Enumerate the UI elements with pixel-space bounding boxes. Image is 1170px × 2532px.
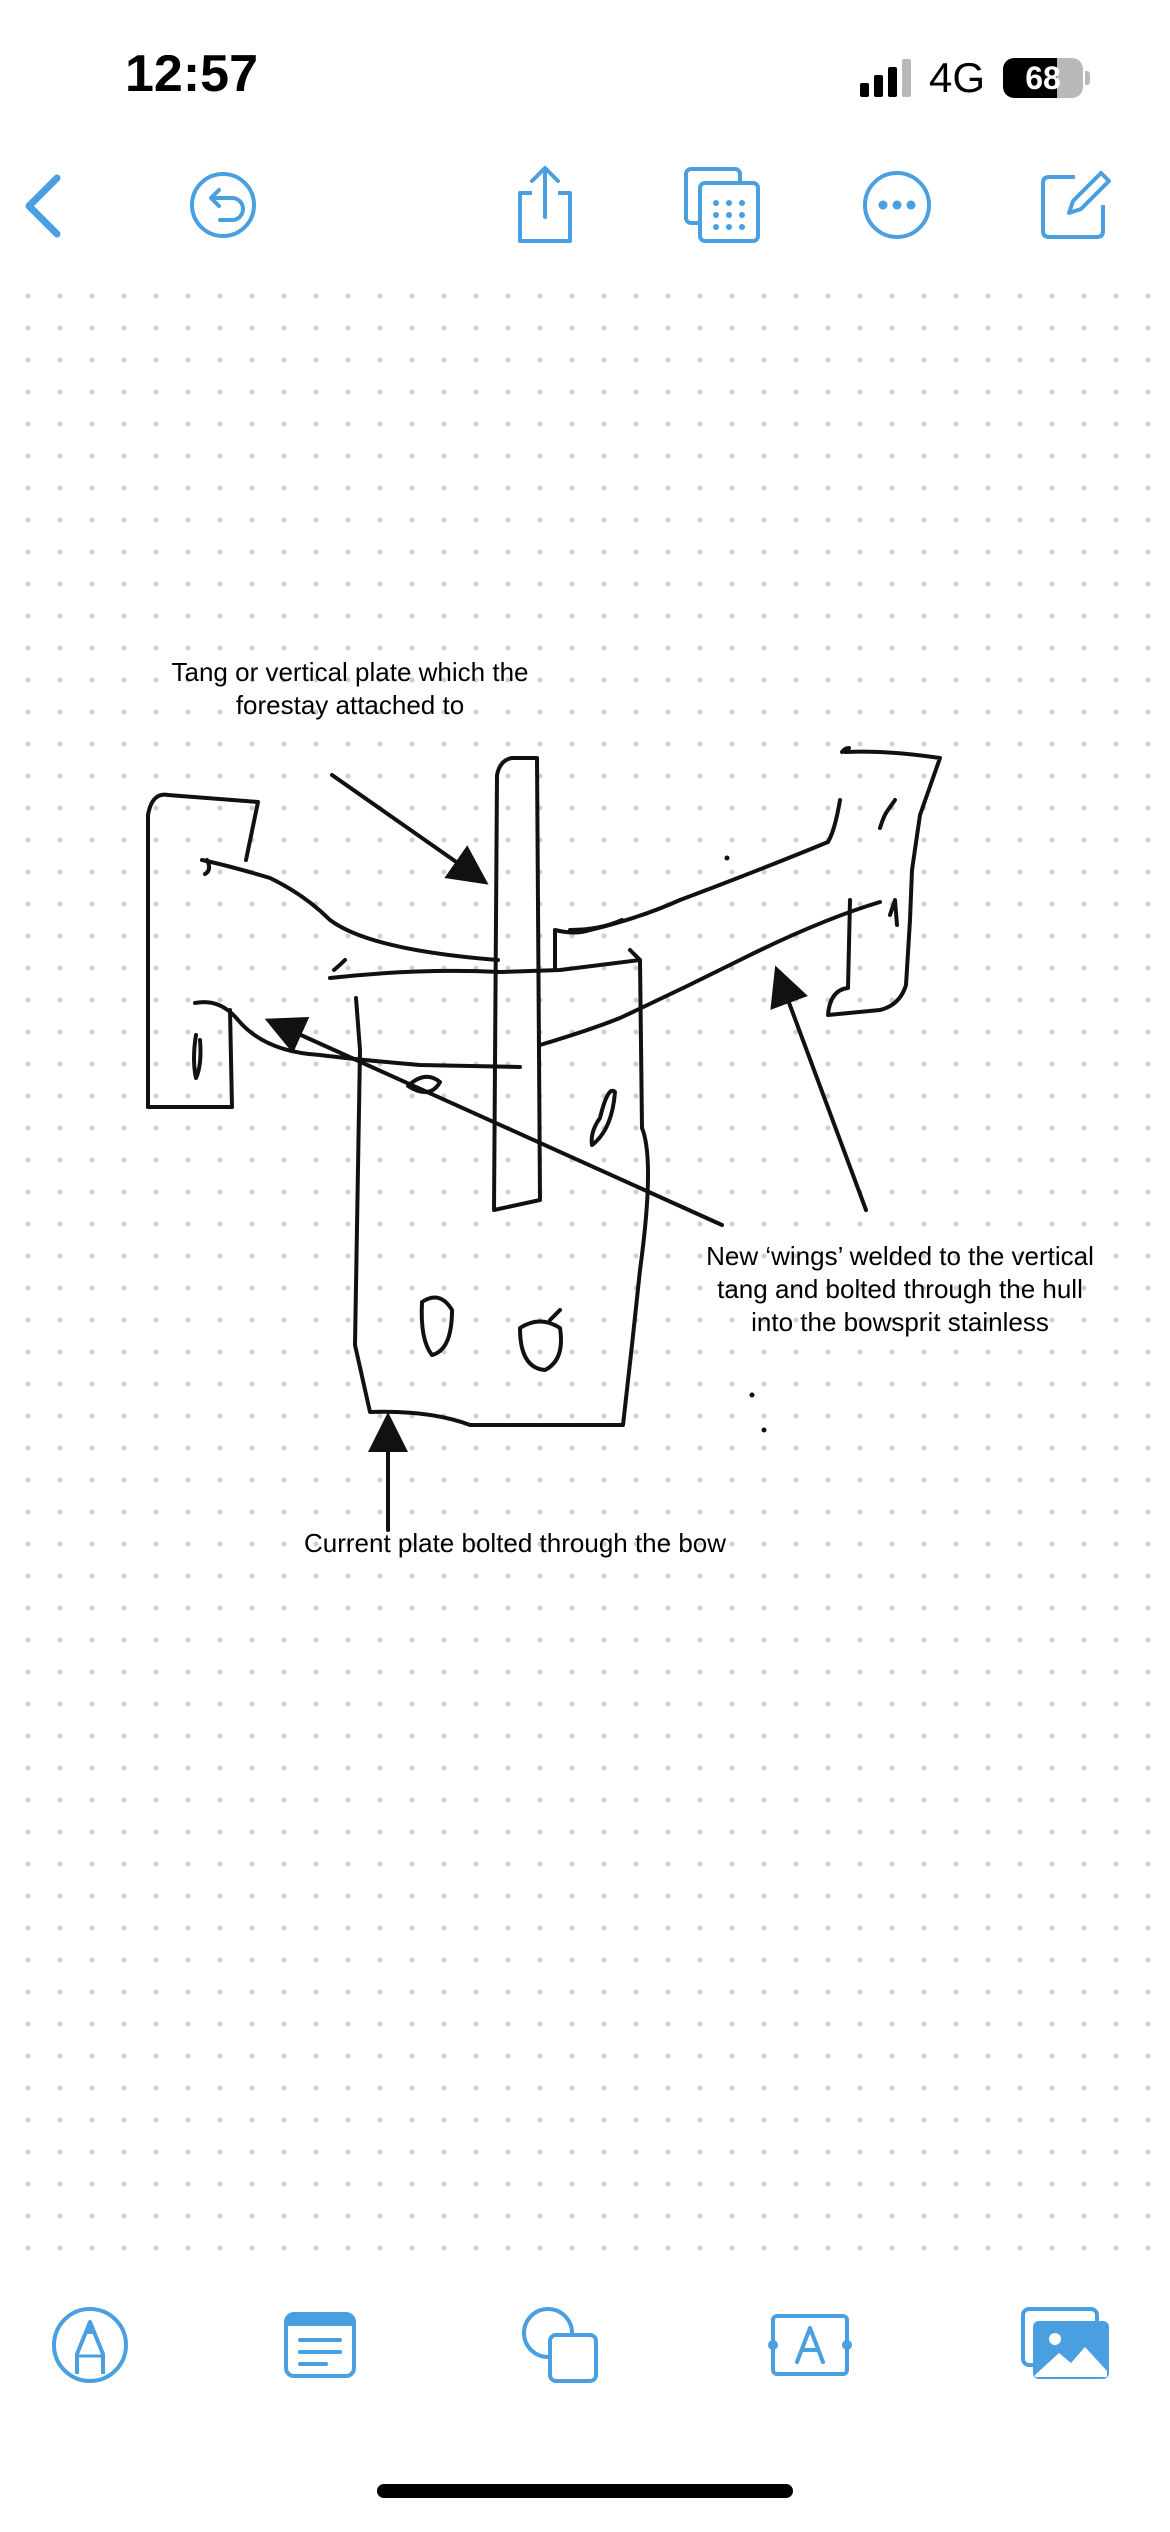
- photo-media-icon: [1017, 2305, 1113, 2385]
- status-time: 12:57: [125, 45, 258, 103]
- tang-arrow: [332, 775, 482, 880]
- markup-button[interactable]: [35, 2290, 145, 2400]
- left-bracket: [148, 795, 258, 1107]
- right-wing-upper: [555, 842, 828, 968]
- compose-icon: [1035, 165, 1115, 245]
- gallery-grid-icon: [680, 163, 764, 247]
- left-bracket-base: [148, 1010, 232, 1107]
- undo-icon: [186, 168, 260, 242]
- compose-button[interactable]: [1030, 160, 1120, 250]
- notes-list-icon: [282, 2310, 358, 2380]
- back-button[interactable]: [0, 160, 90, 250]
- more-icon: [859, 167, 935, 243]
- format-button[interactable]: [265, 2290, 375, 2400]
- wings-annotation: New ‘wings’ welded to the vertical tang and bolted through the hull into the bowsprit stainless: [706, 1241, 1094, 1337]
- bottom-toolbar: [0, 2270, 1170, 2430]
- vertical-tang: [494, 758, 540, 1210]
- drawing-canvas[interactable]: [0, 270, 1170, 2255]
- more-button[interactable]: [852, 160, 942, 250]
- right-wing-lower: [540, 902, 880, 1045]
- back-chevron-icon: [15, 170, 75, 240]
- undo-button[interactable]: [178, 160, 268, 250]
- right-bracket: [828, 752, 940, 1015]
- text-box-icon: [767, 2310, 853, 2380]
- battery-percent: 68: [1025, 59, 1061, 96]
- text-box-button[interactable]: [755, 2290, 865, 2400]
- shapes-icon: [518, 2303, 602, 2387]
- status-indicators: [860, 52, 1090, 104]
- wings-arrow-right: [778, 973, 866, 1210]
- share-button[interactable]: [500, 160, 590, 250]
- current-plate: [355, 950, 648, 1425]
- battery-icon: [1003, 58, 1090, 98]
- home-indicator[interactable]: [377, 2484, 793, 2498]
- cellular-signal-icon: [860, 59, 911, 97]
- gallery-view-button[interactable]: [677, 160, 767, 250]
- share-icon: [508, 163, 582, 247]
- media-button[interactable]: [1010, 2290, 1120, 2400]
- shapes-button[interactable]: [505, 2290, 615, 2400]
- plate-annotation: Current plate bolted through the bow: [303, 1528, 727, 1558]
- markup-pen-icon: [49, 2304, 131, 2386]
- tang-annotation: Tang or vertical plate which the forestay attached to: [171, 657, 529, 720]
- network-type: 4G: [928, 54, 985, 101]
- top-toolbar: [0, 150, 1170, 260]
- status-bar: [0, 0, 1170, 140]
